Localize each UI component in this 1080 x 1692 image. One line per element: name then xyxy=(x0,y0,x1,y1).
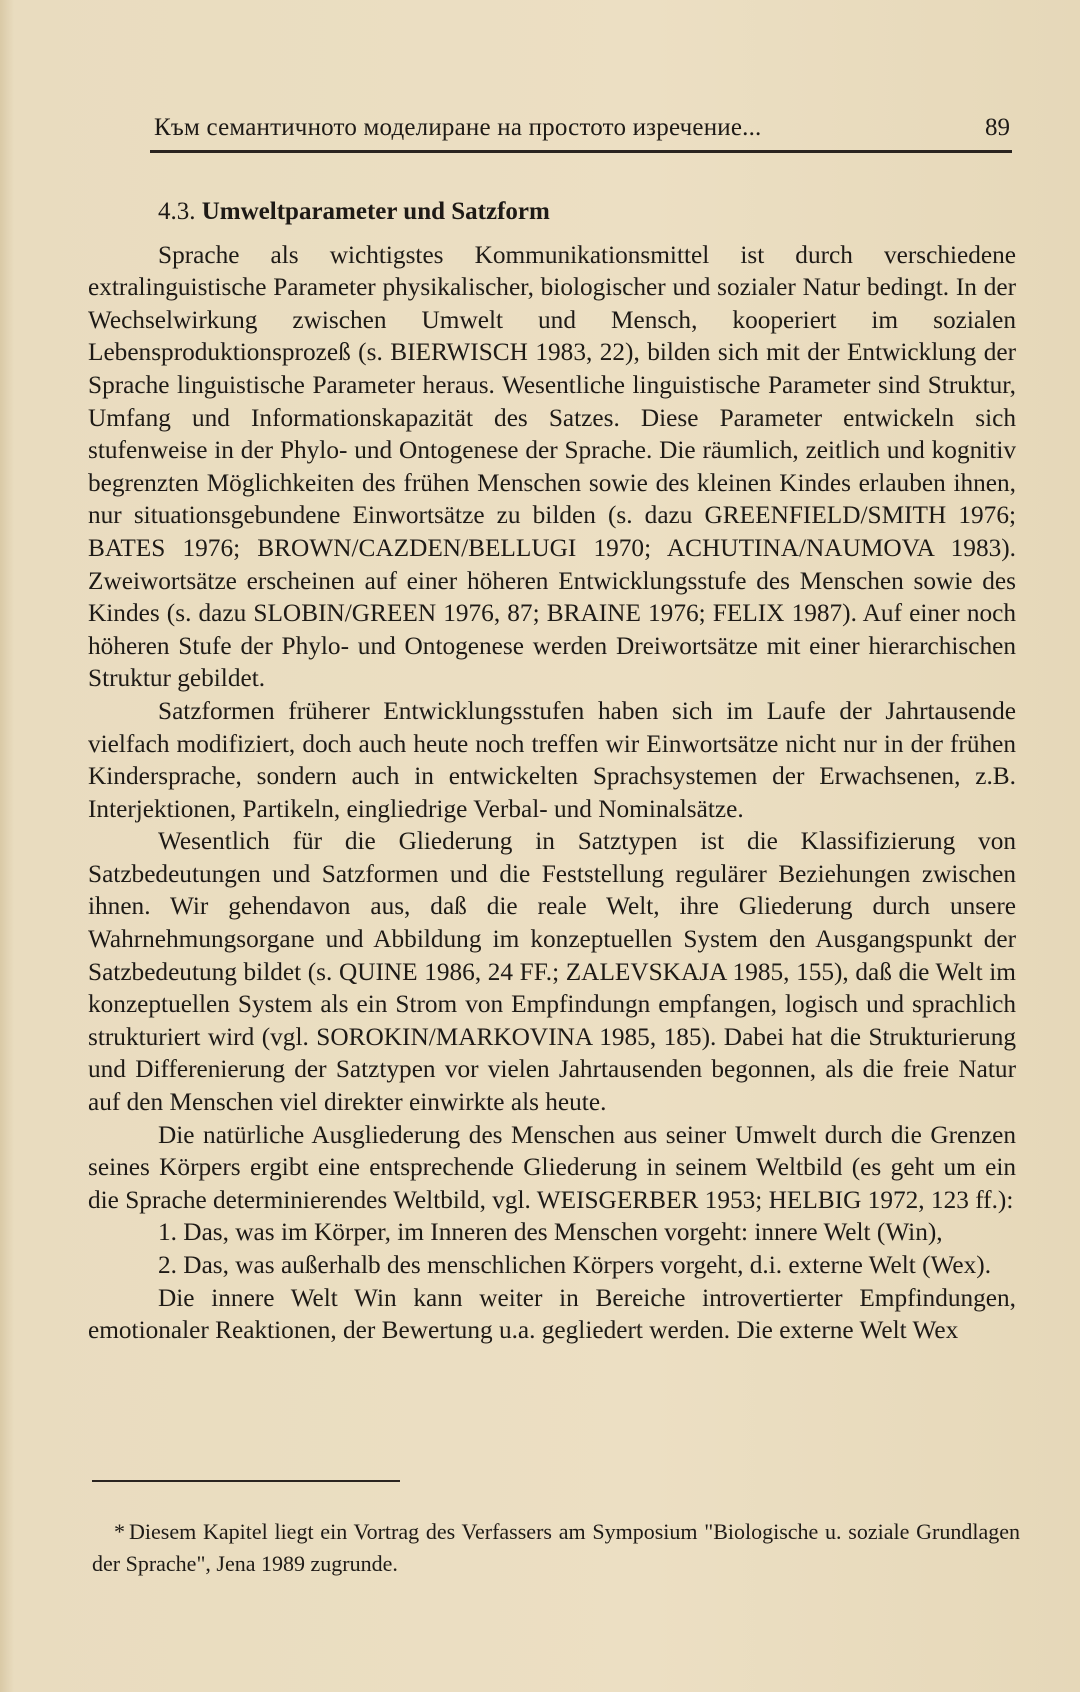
section-number: 4.3. xyxy=(158,198,196,225)
paragraph-4: Die natürliche Ausgliederung des Menschen aus seiner Umwelt durch die Grenzen seines Körpers ergibt eine entsprechende Gliederung in seinem Weltbild (es geht um ein die Sprache determinierendes Weltbild, vgl. WEISGERBER 1953; HELBIG 1972, 123 ff.): xyxy=(88,1120,1016,1214)
section-title: Umweltparameter und Satzform xyxy=(201,198,550,225)
running-header xyxy=(150,106,1012,153)
footnote-marker: * xyxy=(114,1519,125,1544)
running-header-title: Към семантичното моделиране на простото изречение... xyxy=(154,114,762,141)
paragraph-1: Sprache als wichtigstes Kommunikationsmittel ist durch verschiedene extralinguistische Parameter physikalischer, biologischer und sozialer Natur bedingt. In der Wechselwirkung zwischen Umwelt und Mensch, kooperiert im sozialen Lebensproduktionsprozeß (s. BIERWISCH 1983, 22), bilden sich mit der Entwicklung der Sprache linguistische Parameter heraus. Wesentliche linguistische Parameter sind Struktur, Umfang und Informationskapazität des Satzes. Diese Parameter entwickeln sich stufenweise in der Phylo- und Ontogenese der Sprache. Die räumlich, zeitlich und kognitiv begrenzten Möglichkeiten des frühen Menschen sowie des kleinen Kindes erlauben ihnen, nur situationsgebundene Einwortsätze zu bilden (s. dazu GREENFIELD/SMITH 1976; BATES 1976; BROWN/CAZDEN/BELLUGI 1970; ACHUTINA/NAUMOVA 1983). Zweiwortsätze erscheinen auf einer höheren Entwicklungsstufe des Menschen sowie des Kindes (s. dazu SLOBIN/GREEN 1976, 87; BRAINE 1976; FELIX 1987). Auf einer noch höheren Stufe der Phylo- und Ontogenese werden Dreiwortsätze mit einer hierarchischen Struktur gebildet. xyxy=(88,240,1016,693)
section-heading xyxy=(158,196,1016,229)
list-item-2: 2. Das, was außerhalb des menschlichen Körpers vorgeht, d.i. externe Welt (Wex). xyxy=(158,1251,992,1279)
footnote-divider xyxy=(92,1480,400,1482)
paragraph-3: Wesentlich für die Gliederung in Satztypen ist die Klassifizierung von Satzbedeutungen und Satzformen und die Feststellung regulärer Beziehungen zwischen ihnen. Wir gehendavon aus, daß die reale Welt, ihre Gliederung durch unsere Wahrnehmungsorgane und Abbildung im konzeptuellen System den Ausgangspunkt der Satzbedeutung bildet (s. QUINE 1986, 24 FF.; ZALEVSKAJA 1985, 155), daß die Welt im konzeptuellen System als ein Strom von Empfindungn empfangen, logisch und sprachlich strukturiert wird (vgl. SOROKIN/MARKOVINA 1985, 185). Dabei hat die Strukturierung und Differenierung der Satztypen vor vielen Jahrtausenden begonnen, als die freie Natur auf den Menschen viel direkter einwirkte als heute. xyxy=(88,827,1016,1117)
page-number: 89 xyxy=(985,114,1010,141)
paragraph-5: Die innere Welt Win kann weiter in Bereiche introvertierter Empfindungen, emotionaler Reaktionen, der Bewertung u.a. gegliedert werden. Die externe Welt Wex xyxy=(88,1283,1016,1345)
footnote xyxy=(92,1516,1020,1580)
footnote-text: Diesem Kapitel liegt ein Vortrag des Verfassers am Symposium "Biologische u. soziale Grundlagen der Sprache", Jena 1989 zugrunde. xyxy=(92,1519,1020,1576)
body-text xyxy=(88,196,1016,1347)
paragraph-2: Satzformen früherer Entwicklungsstufen haben sich im Laufe der Jahrtausende vielfach modifiziert, doch auch heute noch treffen wir Einwortsätze nicht nur in der frühen Kindersprache, sondern auch in entwickelten Sprachsystemen der Erwachsenen, z.B. Interjektionen, Partikeln, eingliedrige Verbal- und Nominalsätze. xyxy=(88,696,1016,823)
list-item-1: 1. Das, was im Körper, im Inneren des Menschen vorgeht: innere Welt (Win), xyxy=(158,1218,943,1247)
